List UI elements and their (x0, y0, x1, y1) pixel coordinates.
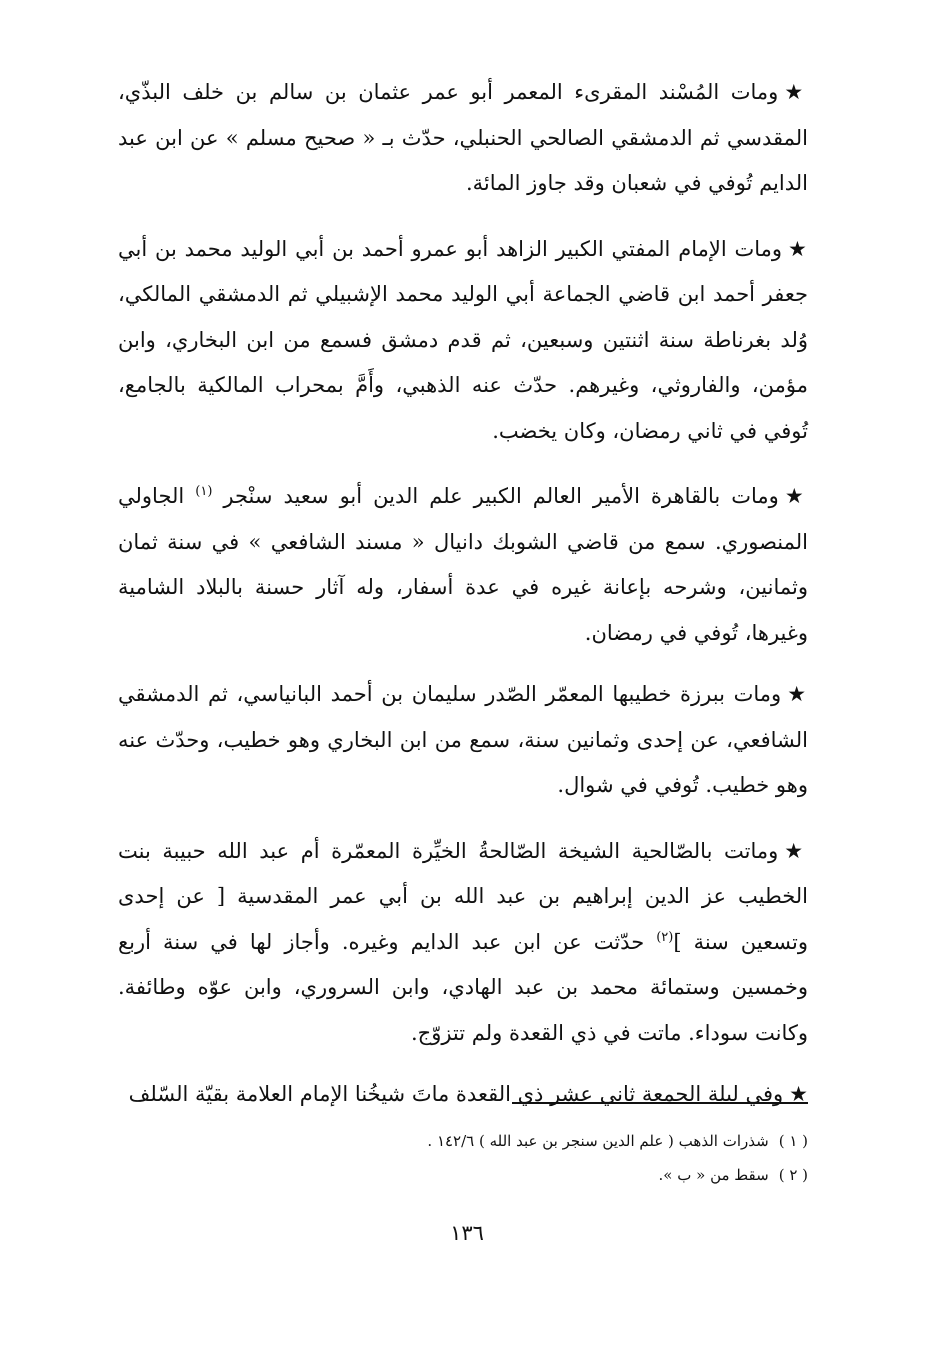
paragraph-text: ومات المُسْند المقرىء المعمر أبو عمر عثمان بن سالم بن خلف البذّي، المقدسي ثم الدمشقي الصالحي الحنبلي، حدّث بـ « صحيح مسلم » عن ابن عبد الدايم تُوفي في شعبان وقد جاوز المائة. (118, 80, 808, 195)
page-number: ١٣٦ (450, 1221, 484, 1245)
star-icon: ★ (789, 1082, 808, 1106)
paragraph-text: ومات الإمام المفتي الكبير الزاهد أبو عمرو أحمد بن أبي الوليد محمد بن أبي جعفر أحمد ابن قاضي الجماعة أبي الوليد محمد الإشبيلي ثم الدمشقي المالكي، وُلد بغرناطة سنة اثنتين وسبعين، ثم قدم دمشق فسمع من ابن البخاري، وابن مؤمن، والفاروثي، وغيرهم. حدّث عنه الذهبي، وأَمَّ بمحراب المالكية بالجامع، تُوفي في ثاني رمضان، وكان يخضب. (118, 236, 808, 443)
paragraph-1 (118, 70, 808, 207)
star-icon: ★ (787, 682, 809, 706)
footnotes (118, 1124, 808, 1192)
paragraph-text: وفي ليلة الجمعة ثاني عشر ذي القعدة ماتَ شيخُنا الإمام العلامة بقيّة السّلف (128, 1082, 784, 1106)
star-icon: ★ (784, 484, 808, 508)
paragraph-text: وماتت بالصّالحية الشيخة الصّالحةُ الخيِّرة المعمّرة أم عبد الله حبيبة بنت الخطيب عز الدين إبراهيم بن عبد الله بن أبي عمر المقدسية [ عن إحدى وتسعين سنة ] (118, 838, 808, 954)
paragraph-5 (118, 829, 808, 1057)
paragraph-3 (118, 474, 808, 656)
footnote-number: ( ١ ) (778, 1132, 808, 1150)
footnote-text: شذرات الذهب ( علم الدين سنجر بن عبد الله ) ١٤٢/٦ . (427, 1132, 769, 1150)
paragraph-text: الجاولي المنصوري. سمع من قاضي الشوبك دانيال « مسند الشافعي » في سنة ثمان وثمانين، وشرحه بإعانة غيره في عدة أسفار، وله آثار حسنة بالبلاد الشامية وغيرها، تُوفي في رمضان. (118, 484, 808, 645)
paragraph-6 (118, 1072, 808, 1118)
main-text (118, 70, 808, 1118)
star-icon: ★ (784, 838, 809, 863)
paragraph-4 (118, 672, 808, 809)
paragraph-text: ومات ببرزة خطيبها المعمّر الصّدر سليمان بن أحمد البانياسي، ثم الدمشقي الشافعي، عن إحدى وثمانين سنة، سمع من ابن البخاري وهو خطيب، وحدّث عنه وهو خطيب. تُوفي في شوال. (118, 682, 808, 797)
paragraph-2 (118, 227, 808, 455)
footnote-text: سقط من « ب ». (658, 1166, 769, 1184)
footnote-separator (512, 1102, 808, 1104)
star-icon: ★ (788, 236, 808, 261)
footnote-ref-2[interactable]: (٢) (656, 929, 674, 945)
footnote-1 (118, 1124, 808, 1158)
paragraph-text: ومات بالقاهرة الأمير العالم الكبير علم الدين أبو سعيد سنْجر (223, 484, 779, 508)
footnote-ref-1[interactable]: (١) (195, 484, 213, 499)
star-icon: ★ (784, 80, 809, 104)
paragraph-text: حدّثت عن ابن عبد الدايم وغيره. وأجاز لها في سنة أربع وخمسين وستمائة محمد بن عبد الهادي، وابن السروري، وابن عوّه وطائفة. وكانت سوداء. ماتت في ذي القعدة ولم تتزوّج. (118, 929, 808, 1045)
footnote-number: ( ٢ ) (778, 1166, 808, 1184)
footnote-2 (118, 1158, 808, 1192)
